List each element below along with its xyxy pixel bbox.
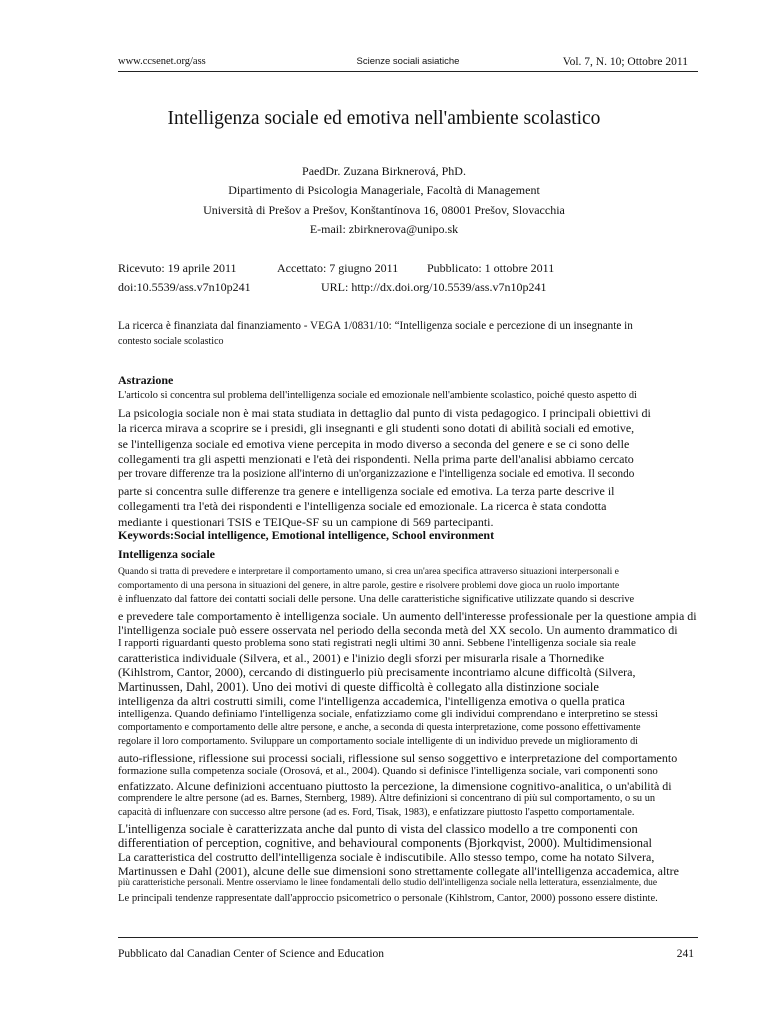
text-line: Quando si tratta di prevedere e interpretare il comportamento umano, si crea un'area specifica attraverso situazioni interpersonali e bbox=[118, 566, 619, 577]
text-line: Le principali tendenze rappresentate dall'approccio psicometrico o personale (Kihlstrom, Cantor, 2000) possono essere distinte. bbox=[118, 892, 658, 904]
running-header bbox=[118, 56, 698, 72]
text-line: più caratteristiche personali. Mentre osserviamo le linee fondamentali dello studio dell'intelligenza sociale nella letteratura, essenzialmente, due bbox=[118, 878, 657, 889]
date-accepted: Accettato: 7 giugno 2011 bbox=[277, 261, 399, 275]
text-line: l'intelligenza sociale può essere osservata nel periodo della seconda metà del XX secolo. Un aumento drammatico di bbox=[118, 622, 678, 637]
text-line: enfatizzato. Alcune definizioni accentuano piuttosto la percezione, la dimensione cognitivo-analitica, o un'abilità di bbox=[118, 779, 672, 793]
text-line: regolare il loro comportamento. Sviluppare un comportamento sociale intelligente di un individuo prevede un miglioramento di bbox=[118, 736, 638, 748]
author-department: Dipartimento di Psicologia Manageriale, Facoltà di Management bbox=[228, 183, 540, 197]
text-line: intelligenza da altri costrutti simili, come l'intelligenza accademica, l'intelligenza emotiva o quella pratica bbox=[118, 693, 625, 708]
text-line: se l'intelligenza sociale ed emotiva viene percepita in modo diverso a seconda del genere e se ci sono delle bbox=[118, 436, 630, 451]
text-line: Martinussen e Dahl (2001), alcune delle sue dimensioni sono strettamente collegate all'intelligenza accademica, altre bbox=[118, 864, 679, 879]
doi: doi:10.5539/ass.v7n10p241 bbox=[118, 280, 251, 294]
text-line: auto-riflessione, riflessione sui processi sociali, riflessione sul senso soggettivo e interpretazione del comportamento bbox=[118, 750, 678, 765]
header-url[interactable]: www.ccsenet.org/ass bbox=[118, 56, 206, 67]
section-heading: Intelligenza sociale bbox=[118, 547, 215, 561]
author-university: Università di Prešov a Prešov, Konštantínova 16, 08001 Prešov, Slovacchia bbox=[203, 203, 565, 217]
abstract-heading: Astrazione bbox=[118, 373, 174, 387]
paper-title: Intelligenza sociale ed emotiva nell'ambiente scolastico bbox=[167, 108, 601, 129]
text-line: La psicologia sociale non è mai stata studiata in dettaglio dal punto di vista pedagogico. I principali obiettivi di bbox=[118, 405, 651, 420]
text-line: differentiation of perception, cognitive, and behavioural components (Bjorkqvist, 2000). Multidimensional bbox=[118, 835, 653, 850]
text-line: I rapporti riguardanti questo problema sono stati registrati negli ultimi 30 anni. Sebbene l'intelligenza sociale sia reale bbox=[118, 637, 636, 649]
text-line: Martinussen, Dahl, 2001). Uno dei motivi di queste difficoltà è collegato alla distinzione sociale bbox=[118, 679, 599, 694]
text-line: capacità di influenzare con successo altre persone (ad es. Ford, Tisak, 1983), e enfatizzare piuttosto l'aspetto comportamentale. bbox=[118, 807, 635, 819]
text-line: comportamento di una persona in situazioni del genere, in altre parole, gestire e risolvere problemi dove gioca un ruolo importante bbox=[118, 580, 620, 592]
text-line: e prevedere tale comportamento è intelligenza sociale. Un aumento dell'interesse professionale per la questione ampia di bbox=[118, 608, 697, 623]
text-line: La caratteristica del costrutto dell'intelligenza sociale è indiscutibile. Allo stesso tempo, come ha notato Silvera, bbox=[118, 850, 655, 864]
text-line: collegamenti tra gli aspetti menzionati e l'età dei rispondenti. Nella prima parte dell'analisi abbiamo cercato bbox=[118, 452, 634, 467]
text-line: intelligenza. Quando definiamo l'intelligenza sociale, enfatizziamo come gli individui comprendano e interpretino se stessi bbox=[118, 708, 658, 720]
text-line: (Kihlstrom, Cantor, 2000), cercando di distinguerlo più precisamente incontriamo alcune difficoltà (Silvera, bbox=[118, 665, 636, 680]
text-line: parte si concentra sulle differenze tra genere e intelligenza sociale ed emotiva. La terza parte descrive il bbox=[118, 483, 615, 498]
text-line: per trovare differenze tra la posizione all'interno di un'organizzazione e l'intelligenza sociale ed emotiva. Il secondo bbox=[118, 468, 635, 480]
text-line: L'articolo si concentra sul problema dell'intelligenza sociale ed emozionale nell'ambiente scolastico, poiché questo aspetto di bbox=[118, 390, 637, 401]
funding-line: contesto sociale scolastico bbox=[118, 336, 224, 347]
text-line: comportamento e comportamento delle altre persone, e anche, a seconda di questa interpretazione, come possono effettivamente bbox=[118, 722, 641, 734]
keywords: Keywords:Social intelligence, Emotional intelligence, School environment bbox=[118, 528, 495, 542]
funding-line: La ricerca è finanziata dal finanziamento - VEGA 1/0831/10: “Intelligenza sociale e percezione di un insegnante in bbox=[118, 320, 633, 332]
text-line: formazione sulla competenza sociale (Orosová, et al., 2004). Quando si definisce l'intelligenza sociale, vari componenti sono bbox=[118, 764, 658, 777]
text-line: la ricerca mirava a scoprire se i presidi, gli insegnanti e gli studenti sono dotati di abilità sociali ed emotive, bbox=[118, 421, 635, 436]
text-line: mediante i questionari TSIS e TEIQue-SF su un campione di 569 partecipanti. bbox=[118, 514, 494, 529]
header-journal: Scienze sociali asiatiche bbox=[356, 56, 460, 67]
text-line: comprendere le altre persone (ad es. Barnes, Sternberg, 1989). Altre definizioni si concentrano di più sul comportamento, o su un bbox=[118, 793, 656, 805]
page-number: 241 bbox=[676, 948, 694, 960]
date-received: Ricevuto: 19 aprile 2011 bbox=[118, 261, 237, 275]
funding-note bbox=[118, 318, 698, 350]
header-volume: Vol. 7, N. 10; Ottobre 2011 bbox=[562, 56, 688, 68]
header-rule bbox=[118, 71, 698, 72]
footer-publisher: Pubblicato dal Canadian Center of Science and Education bbox=[118, 948, 385, 960]
article-url[interactable]: URL: http://dx.doi.org/10.5539/ass.v7n10p241 bbox=[321, 280, 547, 294]
text-line: caratteristica individuale (Silvera, et al., 2001) e l'inizio degli sforzi per misurarla risale a Thornedike bbox=[118, 651, 605, 666]
text-line: collegamenti tra l'età dei rispondenti e l'intelligenza sociale ed emozionale. La ricerca è stata condotta bbox=[118, 499, 607, 514]
footer-rule bbox=[118, 937, 698, 938]
text-line: L'intelligenza sociale è caratterizzata anche dal punto di vista del classico modello a tre componenti con bbox=[118, 821, 638, 836]
author-name: PaedDr. Zuzana Birknerová, PhD. bbox=[302, 164, 466, 178]
text-line: è influenzato dal fattore dei contatti sociali delle persone. Una delle caratteristiche significative utilizzate quando si descrive bbox=[118, 594, 635, 606]
author-email: E-mail: zbirknerova@unipo.sk bbox=[309, 222, 459, 236]
date-published: Pubblicato: 1 ottobre 2011 bbox=[427, 261, 555, 275]
